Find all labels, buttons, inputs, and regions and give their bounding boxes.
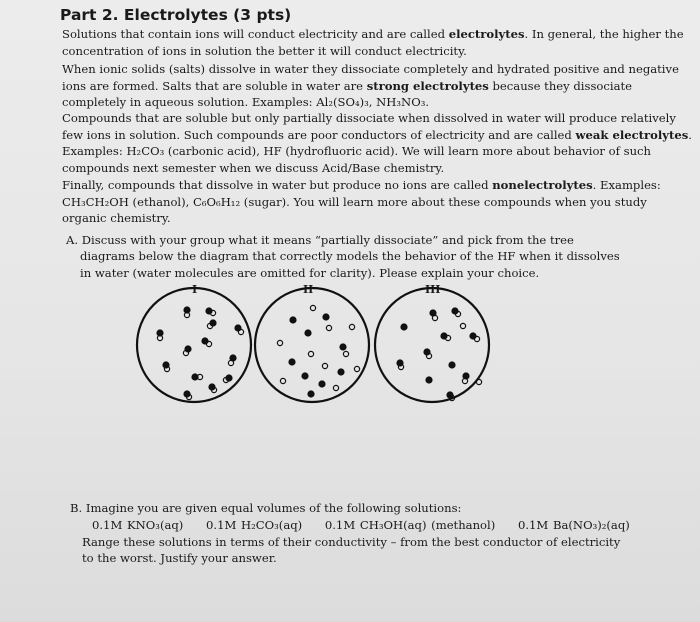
solution-item: 0.1M KNO₃(aq) xyxy=(92,517,184,532)
section-title: Part 2. Electrolytes (3 pts) xyxy=(60,6,292,24)
diagram-3 xyxy=(375,288,489,402)
mixed-particle-icon xyxy=(397,308,482,401)
diagram-label-1: I xyxy=(192,283,198,296)
molecule-icon xyxy=(157,307,244,400)
paragraph-nonelectrolytes: Finally, compounds that dissolve in water but produce no ions are called nonelectrolytes. Examples: CH₃CH₂OH (ethanol), C₆O₆H₁₂ (sugar). You will learn more about these compounds when you study organic chemistry. xyxy=(62,178,661,226)
question-b-prompt: Range these solutions in terms of their conductivity – from the best conductor of electricity to the worst. Justify your answer. xyxy=(82,534,621,566)
question-b-intro: B. Imagine you are given equal volumes of the following solutions: xyxy=(70,501,462,515)
solution-item: 0.1M Ba(NO₃)₂(aq) xyxy=(517,517,630,532)
diagram-1 xyxy=(137,288,251,402)
diagram-2 xyxy=(255,288,369,402)
particle-diagrams xyxy=(130,283,510,413)
question-a xyxy=(66,232,626,281)
paragraph-weak-electrolytes: Compounds that are soluble but only partially dissociate when dissolved in water will produce relatively few ions in solution. Such compounds are poor conductors of electricity and are called weak electrolytes. Examples: H₂CO₃ (carbonic acid), HF (hydrofluoric acid). We will learn more about behavior of such compounds next semester when we discuss Acid/Base chemistry. xyxy=(62,111,692,175)
paragraph-electrolytes: Solutions that contain ions will conduct electricity and are called electrolytes. In general, the higher the concentration of ions in solution the better it will conduct electricity. xyxy=(62,27,684,58)
diagram-label-2: II xyxy=(303,283,314,296)
solution-list xyxy=(70,517,630,534)
solution-item: 0.1M H₂CO₃(aq) xyxy=(206,517,303,532)
ion-icon xyxy=(277,305,359,397)
question-a-text: A. Discuss with your group what it means “partially dissociate” and pick from the tree diagrams below the diagram that correctly models the behavior of the HF when it dissolves in water (water molecules are omitted for clarity). Please explain your choice. xyxy=(66,233,620,280)
solution-item: 0.1M CH₃OH(aq) (methanol) xyxy=(324,517,496,532)
paragraph-strong-electrolytes: When ionic solids (salts) dissolve in water they dissociate completely and hydrated positive and negative ions are formed. Salts that are soluble in water are strong electrolytes because they dissociate completely in aqueous solution. Examples: Al₂(SO₄)₃, NH₃NO₃. xyxy=(62,62,679,110)
diagram-label-3: III xyxy=(425,283,441,296)
question-b xyxy=(70,500,630,567)
